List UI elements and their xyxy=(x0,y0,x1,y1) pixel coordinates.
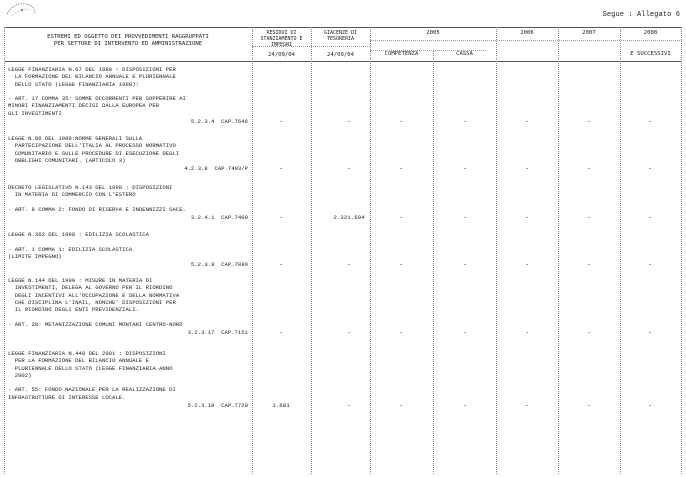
col-divider xyxy=(311,27,312,474)
header-residui-line1: RESIDUI DI xyxy=(266,30,297,36)
entry-block xyxy=(8,350,258,401)
table-top-rule xyxy=(4,27,682,28)
col-divider xyxy=(681,27,682,474)
value-residui: - xyxy=(279,118,283,126)
value-y2006: - xyxy=(525,402,529,410)
header-giacenze-date: 24/09/04 xyxy=(327,52,354,58)
value-y2008: - xyxy=(648,214,652,222)
value-y2008: - xyxy=(648,261,652,269)
entry-block xyxy=(8,231,258,260)
entry-line: LEGGE N.362 DEL 1998 : EDILIZIA SCOLASTICA xyxy=(8,231,149,238)
segue-label: Segue : Allegato 6 xyxy=(602,11,680,19)
entry-line: LEGGE N.144 DEL 1999 : MISURE IN MATERIA DI xyxy=(8,277,153,284)
entry-line xyxy=(8,238,258,245)
entry-line xyxy=(8,313,258,320)
entry-line: CHE DISCIPLINA L'INAIL, NONCHE' DISPOSIZIONI PER xyxy=(8,298,176,306)
value-giacenze: - xyxy=(347,402,351,410)
header-bottom-rule xyxy=(4,61,682,62)
value-cassa: - xyxy=(463,261,467,269)
value-residui: - xyxy=(279,261,283,269)
entry-line: PER LA FORMAZIONE DEL BILANCIO ANNUALE E xyxy=(8,357,149,365)
value-cassa: - xyxy=(463,329,467,337)
value-giacenze: - xyxy=(347,165,351,173)
stamp-mark xyxy=(4,0,40,20)
value-y2007: - xyxy=(587,214,591,222)
value-y2008: - xyxy=(648,402,652,410)
entry-line: GLI INVESTIMENTI xyxy=(8,109,62,117)
entry-line: OBBLIGHI COMUNITARI. (ARTICOLO 3) xyxy=(8,156,126,164)
chapter-code: 5.2.3.9 CAP.7080 xyxy=(190,261,248,269)
chapter-code: 5.2.3.4 CAP.7646 xyxy=(190,118,248,126)
col-divider xyxy=(433,50,434,474)
entry-line: COMUNITARIO E SULLE PROCEDURE DI ESECUZIONE DEGLI xyxy=(8,149,180,157)
header-residui-line2: STANZIAMENTO E xyxy=(260,36,303,42)
entry-block xyxy=(8,277,258,328)
entry-line: - ART. 1 COMMA 1: EDILIZIA SCOLASTICA xyxy=(8,245,133,253)
header-estremi-line1: ESTREMI ED OGGETTO DEI PROVVEDIMENTI RAGGRUPPATI xyxy=(47,34,209,40)
entry-line: PARTECIPAZIONE DELL'ITALIA AL PROCESSO NORMATIVO xyxy=(8,142,176,150)
entry-line: - ART. 28: METANIZZAZIONE COMUNI MONTANI CENTRO-NORD xyxy=(8,320,183,328)
header-estremi-line2: PER SETTORE DI INTERVENTO ED AMMINISTRAZIONE xyxy=(53,41,203,47)
entry-line: IN MATERIA DI COMMERCIO CON L'ESTERO xyxy=(8,191,136,199)
header-year-2008: 2008 xyxy=(643,30,658,36)
header-year-2007: 2007 xyxy=(582,30,596,36)
chapter-code: 4.2.3.8 CAP.7493/P xyxy=(184,165,248,173)
entry-line: DEGLI INCENTIVI ALL'OCCUPAZIONE E DELLA NORMATIVA xyxy=(8,291,180,299)
entry-line xyxy=(8,379,258,386)
entry-line: 2002) xyxy=(8,371,32,379)
entry-line: - ART. 55: FONDO NAZIONALE PER LA REALIZZAZIONE DI xyxy=(8,386,176,394)
value-residui: 1.681 xyxy=(272,402,290,410)
value-y2008: - xyxy=(648,165,652,173)
header-residui-date: 24/09/04 xyxy=(268,52,295,58)
value-competenza: - xyxy=(399,402,403,410)
entry-line: LEGGE FINANZIARIA N.67 DEL 1988 : DISPOSIZIONI PER xyxy=(8,66,176,73)
value-competenza: - xyxy=(399,118,403,126)
value-giacenze: 2.321.694 xyxy=(333,214,365,222)
entry-line: INVESTIMENTI, DELEGA AL GOVERNO PER IL RIORDINO xyxy=(8,284,173,292)
header-giacenze-line1: GIACENZE DI xyxy=(323,30,358,36)
entry-line: LEGGE N.86 DEL 1989:NORME GENERALI SULLA xyxy=(8,135,143,142)
chapter-code: 5.2.3.18 CAP.7720 xyxy=(187,402,248,410)
chapter-code: 3.2.3.17 CAP.7151 xyxy=(187,329,248,337)
value-residui: - xyxy=(279,329,283,337)
value-y2006: - xyxy=(525,261,529,269)
value-y2007: - xyxy=(587,165,591,173)
entry-block xyxy=(8,66,258,117)
value-competenza: - xyxy=(399,329,403,337)
value-cassa: - xyxy=(463,118,467,126)
value-y2007: - xyxy=(587,261,591,269)
entry-line: DELLO STATO (LEGGE FINANZIARIA 1988): xyxy=(8,80,139,88)
value-giacenze: - xyxy=(347,118,351,126)
header-year-2006: 2006 xyxy=(520,30,534,36)
header-successivi: E SUCCESSIVI xyxy=(630,51,671,57)
value-residui: - xyxy=(279,214,283,222)
value-giacenze: - xyxy=(347,261,351,269)
value-y2006: - xyxy=(525,329,529,337)
header-competenza: COMPETENZA xyxy=(384,51,419,57)
header-giacenze-line2: TESORERIA xyxy=(326,36,355,42)
entry-line: LEGGE FINANZIARIA N.448 DEL 2001 : DISPOSIZIONI xyxy=(8,350,166,357)
value-y2008: - xyxy=(648,118,652,126)
value-competenza: - xyxy=(399,214,403,222)
value-competenza: - xyxy=(399,261,403,269)
value-cassa: - xyxy=(463,402,467,410)
entry-line: - ART. 8 COMMA 2: FONDO DI RISERVA E INDENNIZZI SACE. xyxy=(8,205,186,213)
entry-line: MINORI FINANZIAMENTI DECISI DALLA EUROPEA PER xyxy=(8,102,160,110)
value-competenza: - xyxy=(399,165,403,173)
entry-line: (LIMITE IMPEGNO) xyxy=(8,252,62,260)
value-y2006: - xyxy=(525,165,529,173)
entry-block xyxy=(8,184,258,213)
value-y2006: - xyxy=(525,118,529,126)
value-cassa: - xyxy=(463,165,467,173)
header-year-2005: 2005 xyxy=(426,30,440,36)
entry-line: DECRETO LEGISLATIVO N.143 DEL 1998 : DISPOSIZIONI xyxy=(8,184,173,191)
value-y2007: - xyxy=(587,329,591,337)
entry-line: - ART. 17 COMMA 35: SOMME OCCORRENTI PER SOPPERIRE AI xyxy=(8,95,186,103)
entry-block xyxy=(8,135,258,164)
value-y2007: - xyxy=(587,402,591,410)
entry-line xyxy=(8,88,258,95)
col-divider xyxy=(4,27,5,474)
header-residui-line3: IMPEGNI xyxy=(270,42,293,48)
value-giacenze: - xyxy=(347,329,351,337)
entry-line xyxy=(8,199,258,206)
entry-line: LA FORMAZIONE DEL BILANCIO ANNUALE E PLURIENNALE xyxy=(8,73,176,81)
year-subrule xyxy=(370,40,682,41)
value-cassa: - xyxy=(463,214,467,222)
chapter-code: 3.2.4.1 CAP.7400 xyxy=(190,214,248,222)
value-y2006: - xyxy=(525,214,529,222)
value-y2008: - xyxy=(648,329,652,337)
entry-line: INFRASTRUTTURE DI INTERESSE LOCALE. xyxy=(8,393,126,401)
value-y2007: - xyxy=(587,118,591,126)
entry-line: IL RIORDINO DEGLI ENTI PREVIDENZIALI. xyxy=(8,306,139,314)
entry-line: PLURIENNALE DELLO STATO (LEGGE FINANZIARIA ANNO xyxy=(8,364,173,372)
value-residui: - xyxy=(279,165,283,173)
header-cassa: CASSA xyxy=(456,51,473,57)
